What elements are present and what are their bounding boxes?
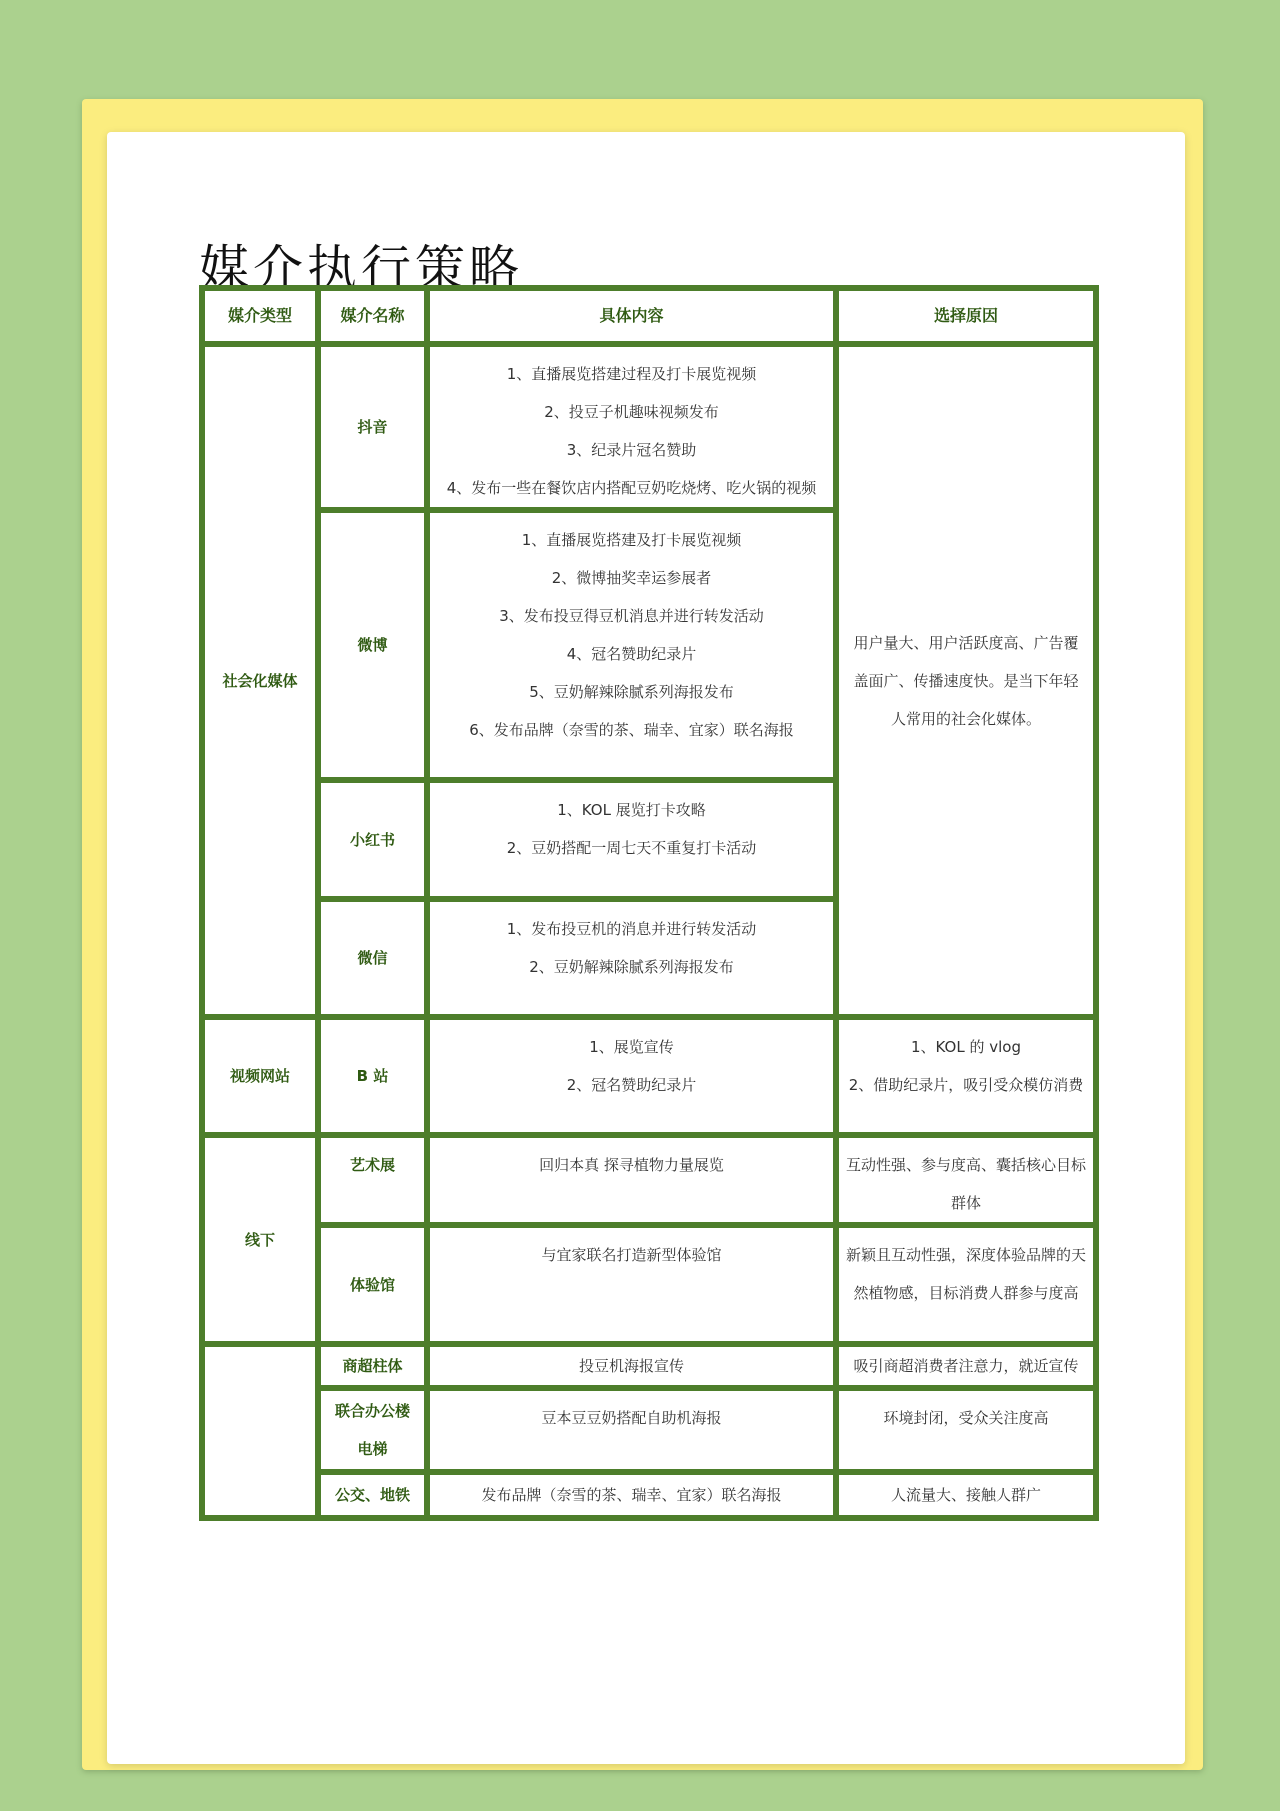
content-line: 发布品牌（奈雪的茶、瑞幸、宜家）联名海报 (481, 1486, 782, 1504)
reason-line: 2、借助纪录片，吸引受众模仿消费 (848, 1076, 1084, 1094)
page-title: 媒介执行策略 (199, 239, 523, 298)
reason-cell (836, 1017, 1096, 1135)
content-line: 4、冠名赞助纪录片 (566, 645, 697, 663)
content-cell (427, 1225, 836, 1344)
type-cell: 视频网站 (202, 1017, 318, 1135)
content-cell (427, 1017, 836, 1135)
content-cell (427, 1388, 836, 1472)
name-cell: 抖音 (318, 344, 427, 510)
content-line: 2、冠名赞助纪录片 (566, 1076, 697, 1094)
table-row (202, 1017, 1096, 1135)
content-line: 6、发布品牌（奈雪的茶、瑞幸、宜家）联名海报 (469, 721, 794, 739)
content-cell (427, 780, 836, 899)
content-line: 投豆机海报宣传 (578, 1357, 684, 1375)
content-cell (427, 1135, 836, 1225)
reason-cell: 人流量大、接触人群广 (836, 1472, 1096, 1518)
content-cell (427, 899, 836, 1017)
reason-line: 1、KOL 的 vlog (910, 1038, 1021, 1056)
content-line: 回归本真 探寻植物力量展览 (539, 1156, 724, 1174)
name-cell: 艺术展 (318, 1135, 427, 1225)
content-line: 3、发布投豆得豆机消息并进行转发活动 (499, 607, 764, 625)
reason-cell: 用户量大、用户活跃度高、广告覆盖面广、传播速度快。是当下年轻人常用的社会化媒体。 (836, 344, 1096, 1017)
content-line: 1、直播展览搭建及打卡展览视频 (521, 531, 742, 549)
name-cell: 微博 (318, 510, 427, 780)
header-reason: 选择原因 (836, 288, 1096, 344)
reason-cell: 环境封闭，受众关注度高 (836, 1388, 1096, 1472)
table-row (202, 1472, 1096, 1518)
table-row (202, 1225, 1096, 1344)
content-line: 2、微博抽奖幸运参展者 (551, 569, 712, 587)
content-line: 1、发布投豆机的消息并进行转发活动 (506, 920, 757, 938)
reason-cell: 互动性强、参与度高、囊括核心目标群体 (836, 1135, 1096, 1225)
name-cell: 体验馆 (318, 1225, 427, 1344)
table-row (202, 1344, 1096, 1388)
content-line: 5、豆奶解辣除腻系列海报发布 (529, 683, 734, 701)
content-cell (427, 510, 836, 780)
table-header-row (202, 288, 1096, 344)
content-line: 2、豆奶搭配一周七天不重复打卡活动 (506, 839, 757, 857)
type-cell: 社会化媒体 (202, 344, 318, 1017)
type-cell (202, 1344, 318, 1518)
name-cell: 公交、地铁 (318, 1472, 427, 1518)
content-line: 豆本豆豆奶搭配自助机海报 (541, 1409, 722, 1427)
content-line: 2、豆奶解辣除腻系列海报发布 (529, 958, 734, 976)
table-row (202, 344, 1096, 510)
content-line: 3、纪录片冠名赞助 (566, 441, 697, 459)
table-row (202, 1135, 1096, 1225)
content-line: 2、投豆子机趣味视频发布 (544, 403, 719, 421)
content-cell (427, 344, 836, 510)
header-name: 媒介名称 (318, 288, 427, 344)
table-row (202, 1388, 1096, 1472)
name-cell: 微信 (318, 899, 427, 1017)
name-cell: 商超柱体 (318, 1344, 427, 1388)
content-line: 与宜家联名打造新型体验馆 (541, 1246, 722, 1264)
type-cell: 线下 (202, 1135, 318, 1344)
reason-cell: 吸引商超消费者注意力，就近宣传 (836, 1344, 1096, 1388)
name-cell: B 站 (318, 1017, 427, 1135)
content-line: 1、直播展览搭建过程及打卡展览视频 (506, 365, 757, 383)
name-cell: 小红书 (318, 780, 427, 899)
header-content: 具体内容 (427, 288, 836, 344)
reason-cell: 新颖且互动性强，深度体验品牌的天然植物感，目标消费人群参与度高 (836, 1225, 1096, 1344)
name-cell: 联合办公楼电梯 (318, 1388, 427, 1472)
media-strategy-table (199, 285, 1099, 1521)
content-line: 1、展览宣传 (589, 1038, 674, 1056)
content-cell (427, 1344, 836, 1388)
content-line: 1、KOL 展览打卡攻略 (557, 801, 706, 819)
header-type: 媒介类型 (202, 288, 318, 344)
content-cell (427, 1472, 836, 1518)
content-line: 4、发布一些在餐饮店内搭配豆奶吃烧烤、吃火锅的视频 (446, 479, 817, 497)
